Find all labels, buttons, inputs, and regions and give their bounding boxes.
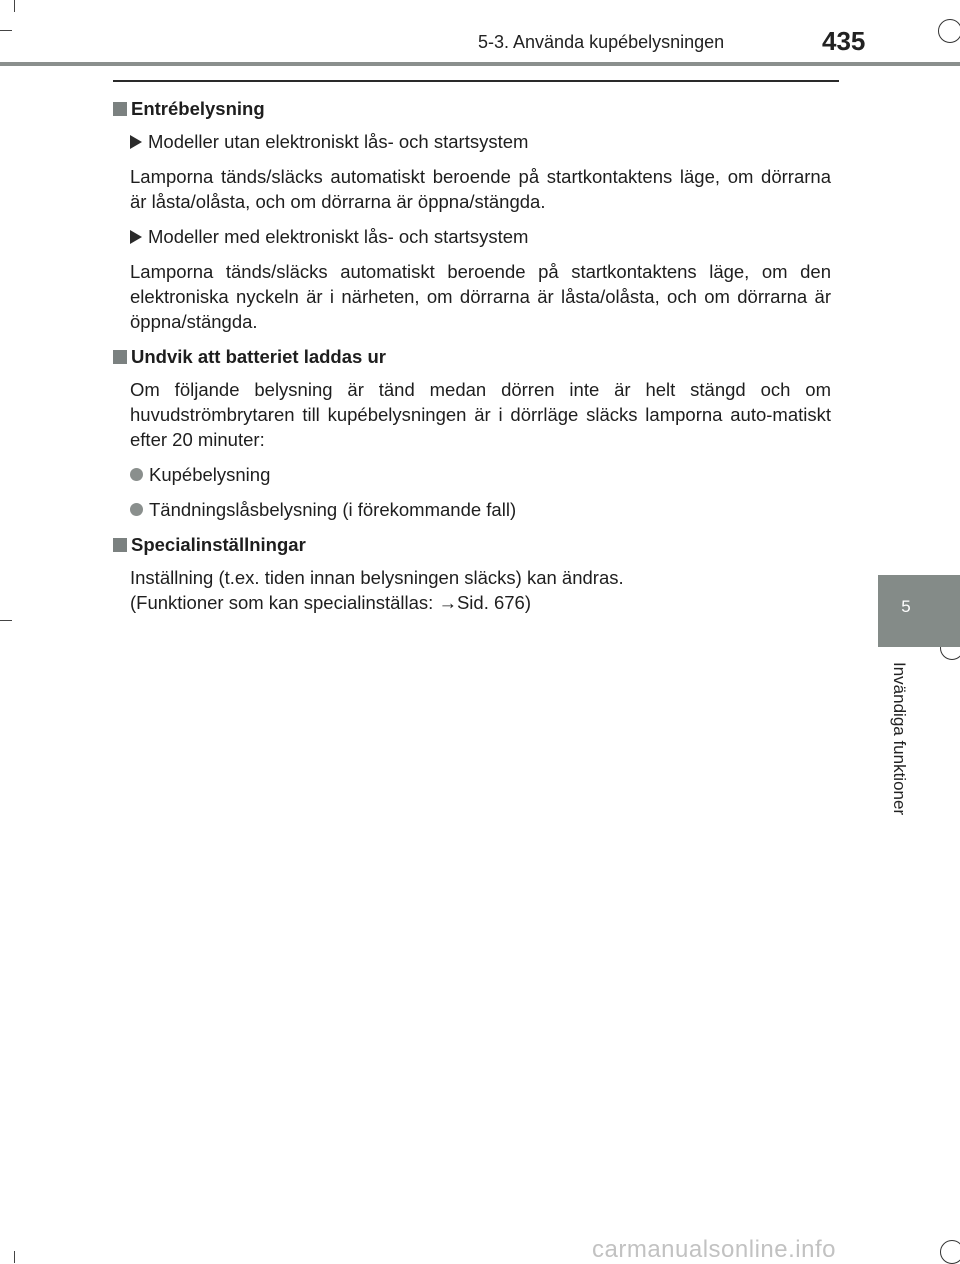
crop-mark-mid-left	[0, 620, 12, 621]
triangle-bullet-icon	[130, 230, 142, 244]
section-title: 5-3. Använda kupébelysningen	[478, 32, 725, 52]
page-content	[113, 96, 831, 615]
model-subheading	[130, 129, 831, 154]
paragraph: Lamporna tänds/släcks automatiskt beroende på startkontaktens läge, om dörrarna är låsta/olåsta, och om dörrarna är öppna/stängda.	[130, 166, 831, 212]
square-bullet-icon	[113, 102, 127, 116]
watermark: carmanualsonline.info	[592, 1236, 836, 1263]
content-rule	[113, 80, 839, 82]
registration-mark-bottom-right	[940, 1240, 960, 1264]
section-heading	[113, 344, 831, 369]
subheading-text: Modeller med elektroniskt lås- och startsystem	[148, 226, 529, 247]
square-bullet-icon	[113, 350, 127, 364]
model-subheading	[130, 224, 831, 249]
section-heading	[113, 96, 831, 121]
section-heading	[113, 532, 831, 557]
square-bullet-icon	[113, 538, 127, 552]
heading-text: Specialinställningar	[131, 534, 306, 555]
circle-bullet-icon	[130, 503, 143, 516]
page-header	[0, 0, 960, 62]
triangle-bullet-icon	[130, 135, 142, 149]
circle-bullet-icon	[130, 468, 143, 481]
paragraph: (Funktioner som kan specialinställas: →Sid. 676)	[130, 592, 532, 613]
chapter-label: Invändiga funktioner	[890, 662, 909, 816]
crop-mark-bottom-left	[14, 1251, 15, 1263]
list-item-text: Tändningslåsbelysning (i förekommande fall)	[149, 499, 517, 520]
header-rule	[0, 62, 960, 66]
page-number: 435	[822, 26, 866, 56]
chapter-tab	[878, 575, 960, 647]
list-item	[130, 497, 831, 522]
paragraph: Inställning (t.ex. tiden innan belysningen släcks) kan ändras.	[130, 567, 624, 588]
list-item-text: Kupébelysning	[149, 464, 271, 485]
chapter-number: 5	[901, 597, 911, 616]
list-item	[130, 462, 831, 487]
paragraph: Om följande belysning är tänd medan dörren inte är helt stängd och om huvudströmbrytaren till kupébelysningen är i dörrläge släcks lamporna auto-matiskt efter 20 minuter:	[130, 379, 831, 450]
heading-text: Entrébelysning	[131, 98, 265, 119]
heading-text: Undvik att batteriet laddas ur	[131, 346, 386, 367]
paragraph: Lamporna tänds/släcks automatiskt beroende på startkontaktens läge, om den elektroniska nyckeln är i närheten, om dörrarna är låsta/olåsta, och om dörrarna är öppna/stängda.	[130, 261, 831, 332]
subheading-text: Modeller utan elektroniskt lås- och startsystem	[148, 131, 529, 152]
